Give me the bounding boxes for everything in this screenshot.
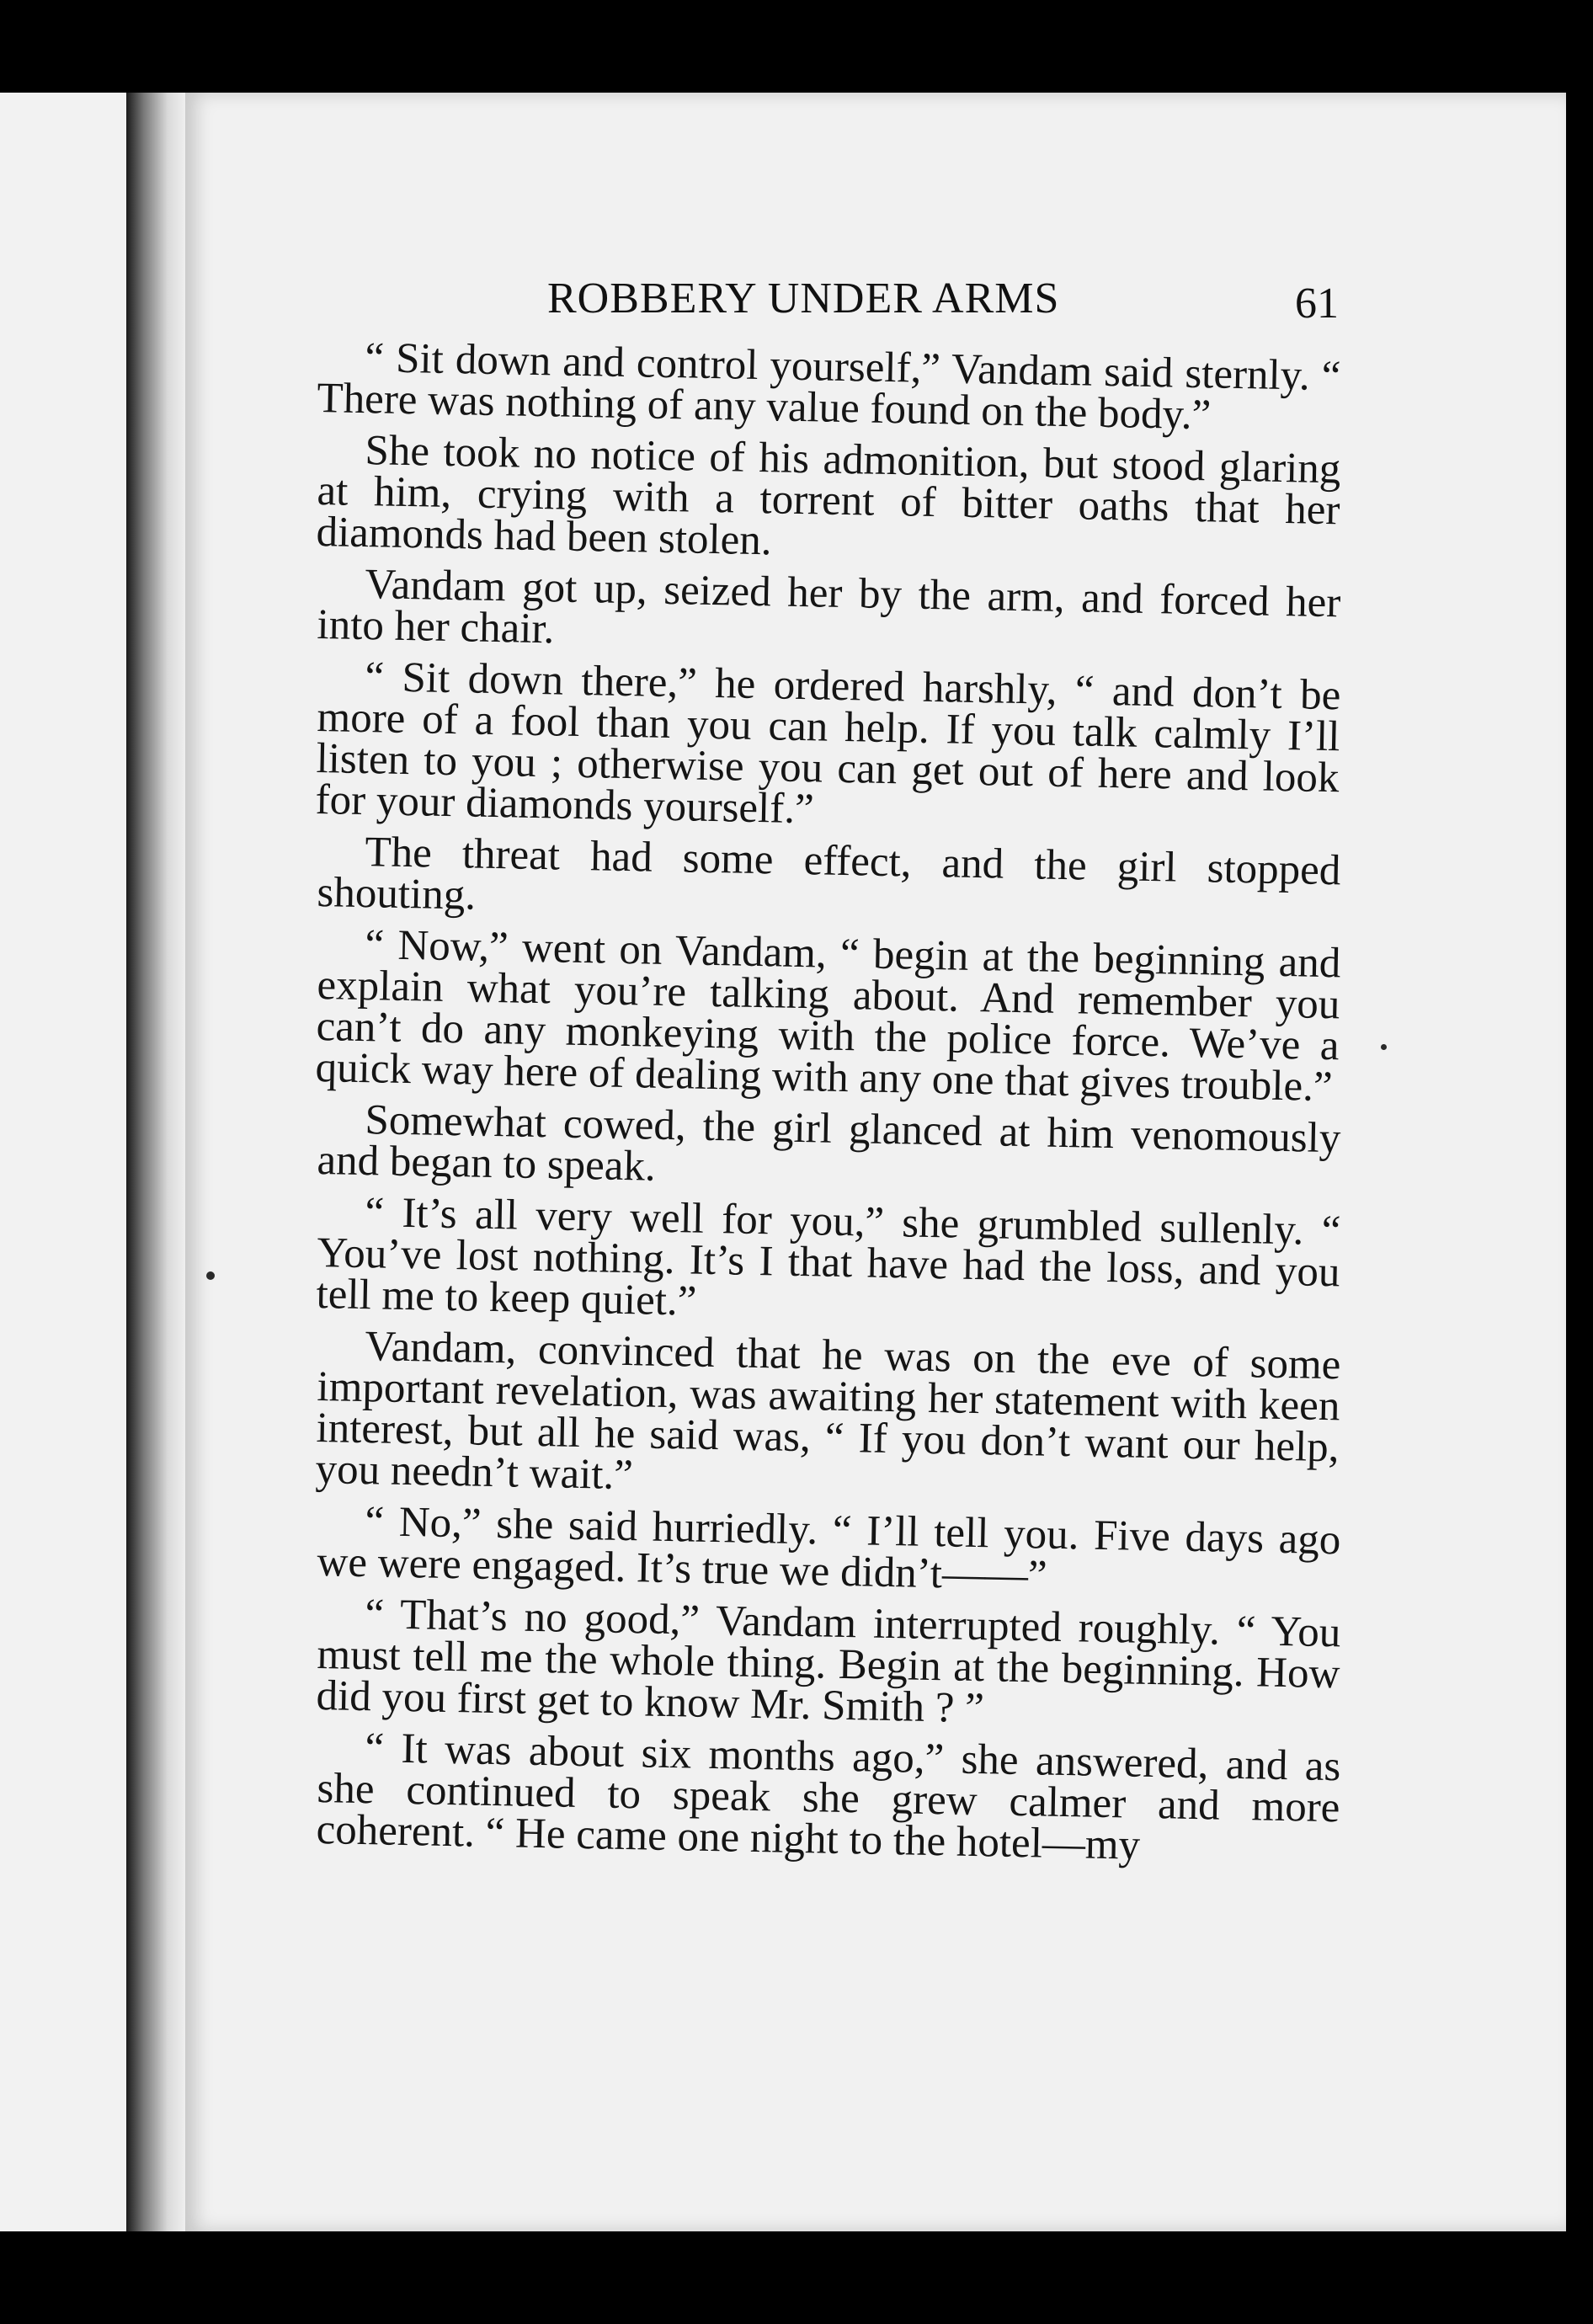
body-text [315,334,1341,1869]
book-page [185,93,1566,2231]
paragraph: Somewhat cowed, the girl glanced at him venomously and began to speak. [317,1096,1341,1191]
running-title: ROBBERY UNDER ARMS [547,275,1060,322]
page-number: 61 [1295,280,1339,328]
paragraph: “ That’s no good,” Vandam interrupted roughly. “ You must tell me the whole thing. Begin at the beginning. How did you first get to know Mr. Smith ? ” [316,1591,1341,1733]
paragraph: “ Sit down and control yourself,” Vandam said sternly. “ There was nothing of any value found on the body.” [317,334,1341,440]
paragraph: The threat had some effect, and the girl stopped shouting. [317,829,1341,919]
paragraph: She took no notice of his admonition, but stood glaring at him, crying with a torrent of bitter oaths that her diamonds had been stolen. [316,427,1341,565]
scan-speck [206,1271,215,1280]
scan-speck [1381,1044,1387,1050]
book-spine-gutter [126,93,185,2231]
paragraph: Vandam, convinced that he was on the eve of some important revelation, was awaiting her statement with keen interest, but all he said was, “ If you don’t want our help, you needn’t wait.” [315,1323,1341,1500]
paragraph: “ It was about six months ago,” she answered, and as she continued to speak she grew calmer and more coherent. “ He came one night to the hotel—my [316,1724,1341,1869]
paragraph: “ No,” she said hurriedly. “ I’ll tell you. Five days ago we were engaged. It’s true we didn’t——” [317,1498,1341,1600]
paragraph: “ Now,” went on Vandam, “ begin at the beginning and explain what you’re talking about. And remember you can’t do any monkeying with the police force. We’ve a quick way here of dealing with any one that gives trouble.” [315,921,1341,1111]
paragraph: “ Sit down there,” he ordered harshly, “ and don’t be more of a fool than you can help. If you talk calmly I’ll listen to you ; otherwise you can get out of here and look for your diamonds yourself.” [315,653,1341,834]
paragraph: “ It’s all very well for you,” she grumbled sullenly. “ You’ve lost nothing. It’s I that have had the loss, and you tell me to keep quiet.” [316,1189,1341,1325]
paragraph: Vandam got up, seized her by the arm, and forced her into her chair. [317,561,1341,653]
left-page-edge [0,93,131,2231]
running-head [185,274,1566,341]
